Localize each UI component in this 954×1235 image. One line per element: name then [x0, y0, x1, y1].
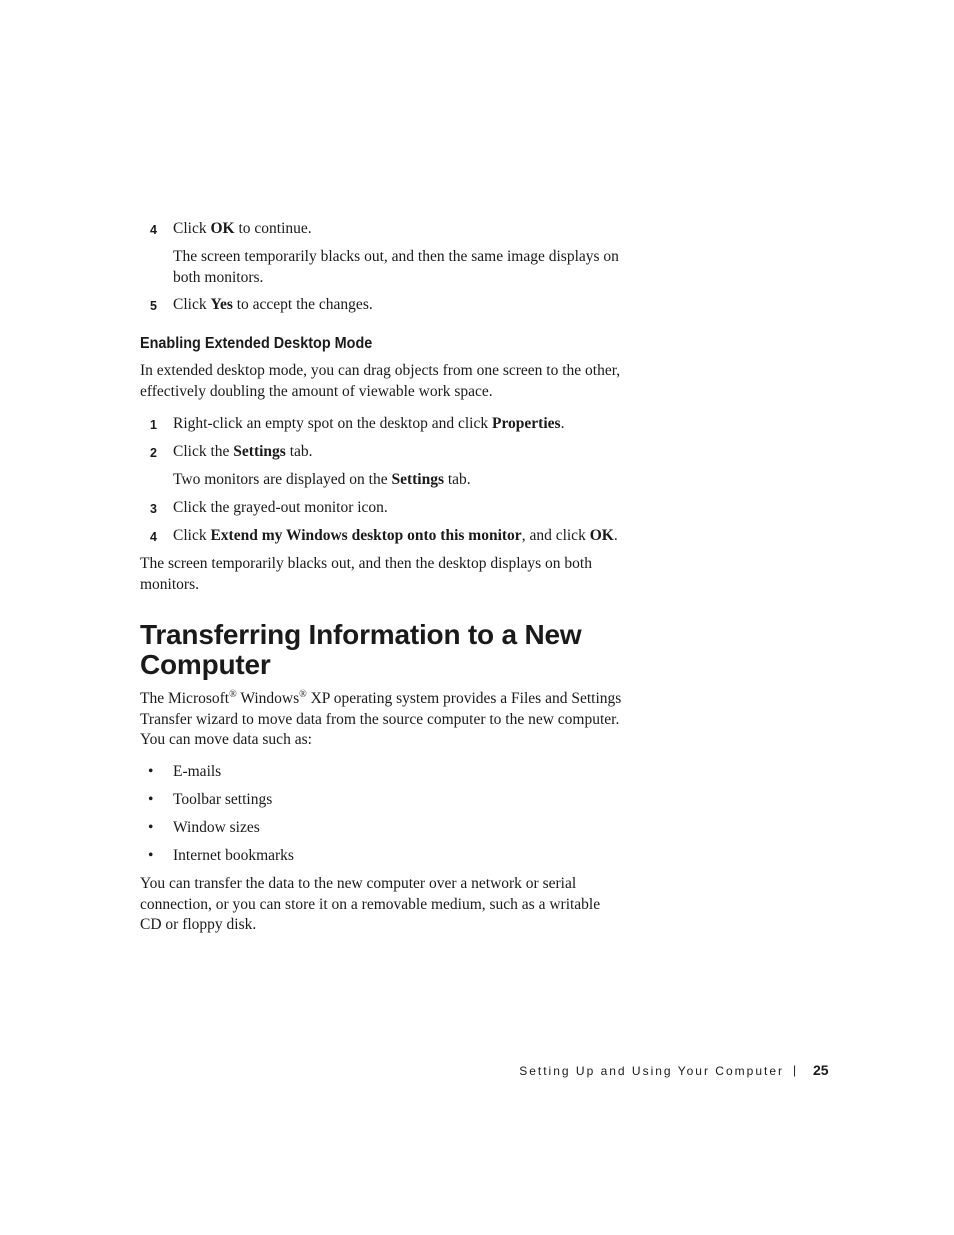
closing-paragraph: You can transfer the data to the new computer over a network or serial connection, or you can store it on a removable medium, such as a writable CD or floppy disk. [140, 875, 601, 934]
step-text-pre: Click the [173, 443, 234, 460]
intro-text: Windows [236, 690, 300, 707]
registered-mark: ® [229, 689, 237, 700]
intro-text: The Microsoft [140, 690, 230, 707]
step-number: 4 [150, 530, 157, 544]
step-number: 3 [150, 502, 157, 516]
step-number: 1 [150, 418, 157, 432]
section-heading: Enabling Extended Desktop Mode [140, 335, 373, 352]
step-text-bold: OK [589, 527, 614, 544]
list-item-text: Window sizes [173, 819, 260, 836]
page-footer [0, 1062, 954, 1082]
step-text-post: tab. [285, 443, 313, 460]
step-text-bold: Properties [491, 415, 561, 432]
step-text-pre: Right-click an empty spot on the desktop and click [173, 415, 492, 432]
main-heading: Transferring Information to a New Computer [140, 619, 582, 680]
step-text-pre: Click [173, 527, 211, 544]
list-item-text: Internet bookmarks [173, 847, 294, 864]
bullet-icon: • [148, 847, 154, 864]
main-intro [140, 689, 635, 751]
step-text [173, 295, 373, 315]
step-text-pre: Click [173, 220, 211, 237]
step-text [173, 219, 312, 239]
registered-mark: ® [299, 689, 307, 700]
step-text-bold: Extend my Windows desktop onto this monitor [210, 527, 522, 544]
step-number: 5 [150, 299, 157, 313]
list-item-text: E-mails [173, 763, 222, 780]
section-intro: In extended desktop mode, you can drag objects from one screen to the other, effectively doubling the amount of viewable work space. [140, 362, 621, 400]
bullet-icon: • [148, 763, 154, 780]
step-text-post: to continue. [234, 220, 312, 237]
intro-text: XP operating system provides a Files and Settings Transfer wizard to move data from the source computer to the new computer. You can move data such as: [140, 690, 622, 749]
bullet-icon: • [148, 819, 154, 836]
step-text-mid: , and click [521, 527, 590, 544]
step-note-text [173, 470, 471, 490]
step-text-post: to accept the changes. [232, 296, 373, 313]
step-number: 2 [150, 446, 157, 460]
step-text [173, 414, 564, 434]
step-note-bold: Settings [391, 471, 444, 488]
step-text-post: . [560, 415, 565, 432]
step-note: The screen temporarily blacks out, and then the same image displays on both monitors. [173, 248, 619, 286]
step-text-post: . [613, 527, 618, 544]
step-text: Click the grayed-out monitor icon. [173, 499, 388, 516]
step-text-bold: Yes [210, 296, 233, 313]
footer-section-title: Setting Up and Using Your Computer [519, 1064, 784, 1078]
bullet-icon: • [148, 791, 154, 808]
page-number: 25 [813, 1062, 829, 1078]
step-text-bold: Settings [233, 443, 286, 460]
list-item-text: Toolbar settings [173, 791, 273, 808]
section-outro: The screen temporarily blacks out, and then the desktop displays on both monitors. [140, 555, 592, 593]
step-text [173, 526, 618, 546]
step-number: 4 [150, 223, 157, 237]
footer-separator: | [793, 1063, 797, 1077]
step-text [173, 442, 313, 462]
step-note-pre: Two monitors are displayed on the [173, 471, 392, 488]
step-text-pre: Click [173, 296, 211, 313]
step-note-post: tab. [444, 471, 471, 488]
step-text-bold: OK [210, 220, 235, 237]
